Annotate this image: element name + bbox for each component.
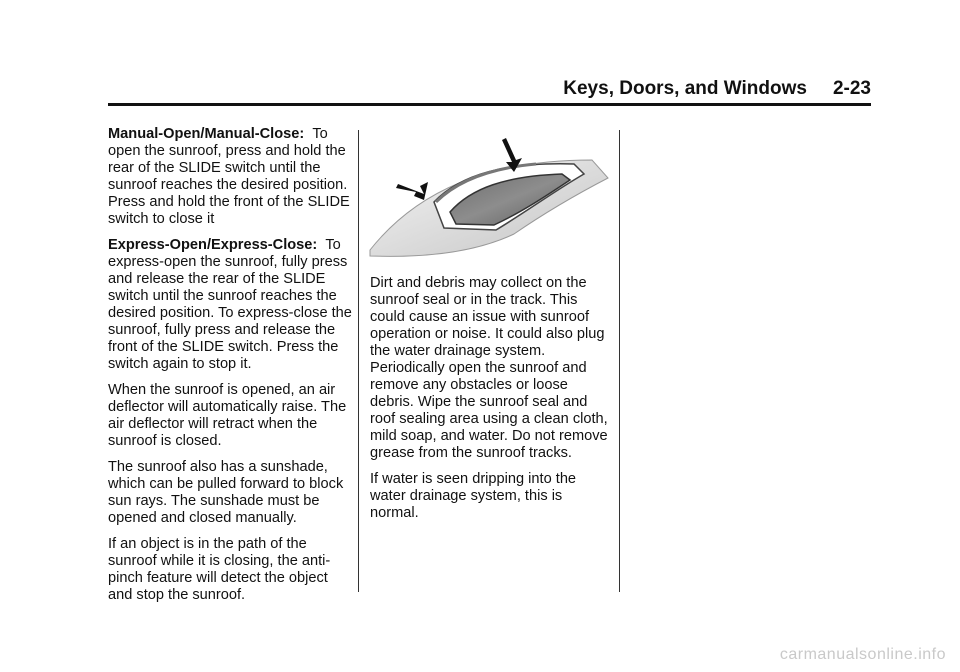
paragraph-express-open — [108, 237, 352, 373]
page-header — [0, 78, 871, 100]
paragraph-text: To express-open the sunroof, fully press and release the rear of the SLIDE switch until the sunroof reaches the desired position. To express-close the sunroof, fully press and release the front of the SLIDE switch. Press the switch again to stop it. — [108, 237, 352, 372]
sunroof-drain-illustration-icon — [366, 132, 612, 264]
middle-column — [370, 275, 614, 531]
paragraph-anti-pinch: If an object is in the path of the sunroof while it is closing, the anti-pinch feature will detect the object and stop the sunroof. — [108, 536, 331, 603]
left-column — [108, 126, 352, 613]
paragraph-manual-open — [108, 126, 352, 228]
column-divider — [358, 130, 359, 592]
paragraph-text: To open the sunroof, press and hold the rear of the SLIDE switch until the sunroof reaches the desired position. Press and hold the front of the SLIDE switch to close it — [108, 126, 350, 227]
left-arrow-icon — [396, 182, 428, 200]
section-title: Keys, Doors, and Windows — [563, 78, 807, 99]
paragraph-water-drip: If water is seen dripping into the water drainage system, this is normal. — [370, 471, 577, 521]
paragraph-air-deflector: When the sunroof is opened, an air deflector will automatically raise. The air deflector will retract when the sunroof is closed. — [108, 382, 347, 449]
paragraph-lead: Express-Open/Express-Close: — [108, 237, 318, 253]
header-rule — [108, 103, 871, 106]
column-divider — [619, 130, 620, 592]
paragraph-sunshade: The sunroof also has a sunshade, which can be pulled forward to block sun rays. The sunshade must be opened and closed manually. — [108, 459, 344, 526]
paragraph-debris: Dirt and debris may collect on the sunroof seal or in the track. This could cause an issue with sunroof operation or noise. It could also plug the water drainage system. Periodically open the sunroof and remove any obstacles or loose debris. Wipe the sunroof seal and roof sealing area using a clean cloth, mild soap, and water. Do not remove grease from the sunroof tracks. — [370, 275, 608, 461]
watermark: carmanualsonline.info — [779, 646, 946, 663]
paragraph-lead: Manual-Open/Manual-Close: — [108, 126, 305, 142]
page-number: 2-23 — [832, 78, 871, 99]
